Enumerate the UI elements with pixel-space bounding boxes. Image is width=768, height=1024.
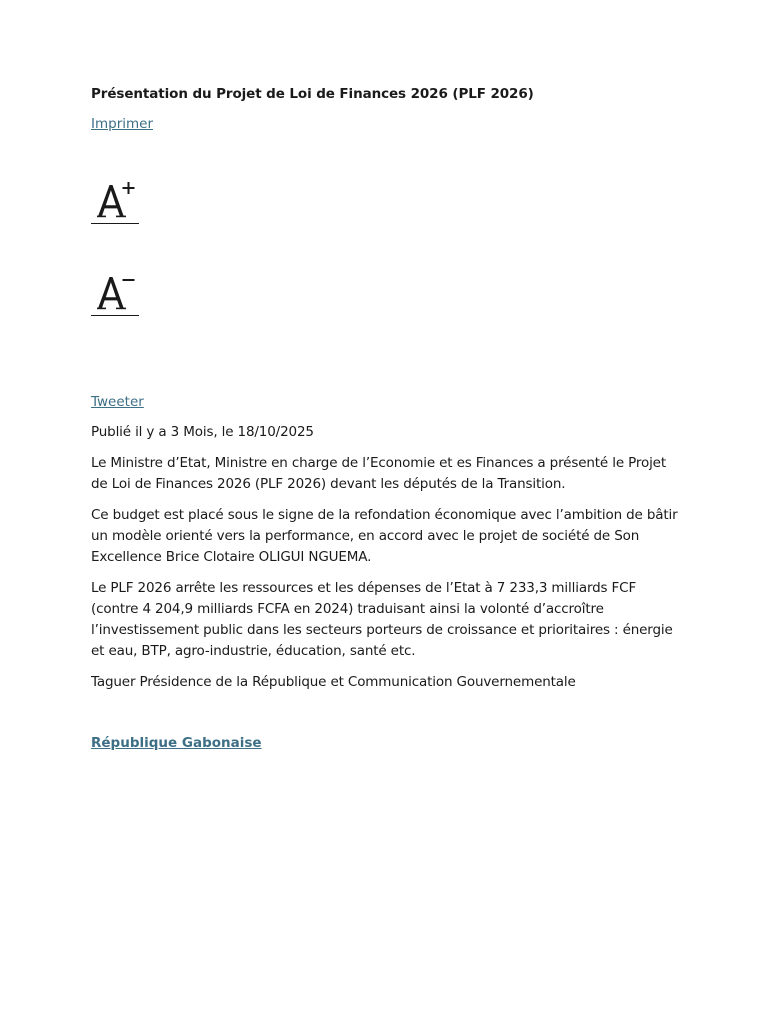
print-link[interactable]: Imprimer: [91, 116, 154, 132]
tweet-link[interactable]: Tweeter: [91, 394, 144, 410]
article-container: [91, 84, 681, 753]
font-size-decrease-icon: [91, 268, 139, 316]
article-paragraph: Le PLF 2026 arrête les ressources et les dépenses de l’Etat à 7 233,3 milliards FCF (contre 4 204,9 milliards FCFA en 2024) traduisant ainsi la volonté d’accroître l’investissement public dans les secteurs porteurs de croissance et prioritaires : énergie et eau, BTP, agro-industrie, éducation, santé etc.: [91, 580, 673, 659]
article-paragraph: Le Ministre d’Etat, Ministre en charge de l’Economie et es Finances a présenté le Projet de Loi de Finances 2026 (PLF 2026) devant les députés de la Transition.: [91, 455, 666, 492]
article-tags: Taguer Présidence de la République et Communication Gouvernementale: [91, 674, 576, 690]
publish-date: Publié il y a 3 Mois, le 18/10/2025: [91, 424, 314, 440]
footer-link-republique-gabonaise[interactable]: République Gabonaise: [91, 735, 262, 751]
font-decrease-button[interactable]: [91, 268, 139, 316]
font-size-increase-icon: [91, 176, 139, 224]
article-paragraph: Ce budget est placé sous le signe de la refondation économique avec l’ambition de bâtir un modèle orienté vers la performance, en accord avec le projet de société de Son Excellence Brice Clotaire OLIGUI NGUEMA.: [91, 507, 678, 565]
page-title: Présentation du Projet de Loi de Finances 2026 (PLF 2026): [91, 86, 534, 102]
font-increase-button[interactable]: [91, 176, 139, 224]
